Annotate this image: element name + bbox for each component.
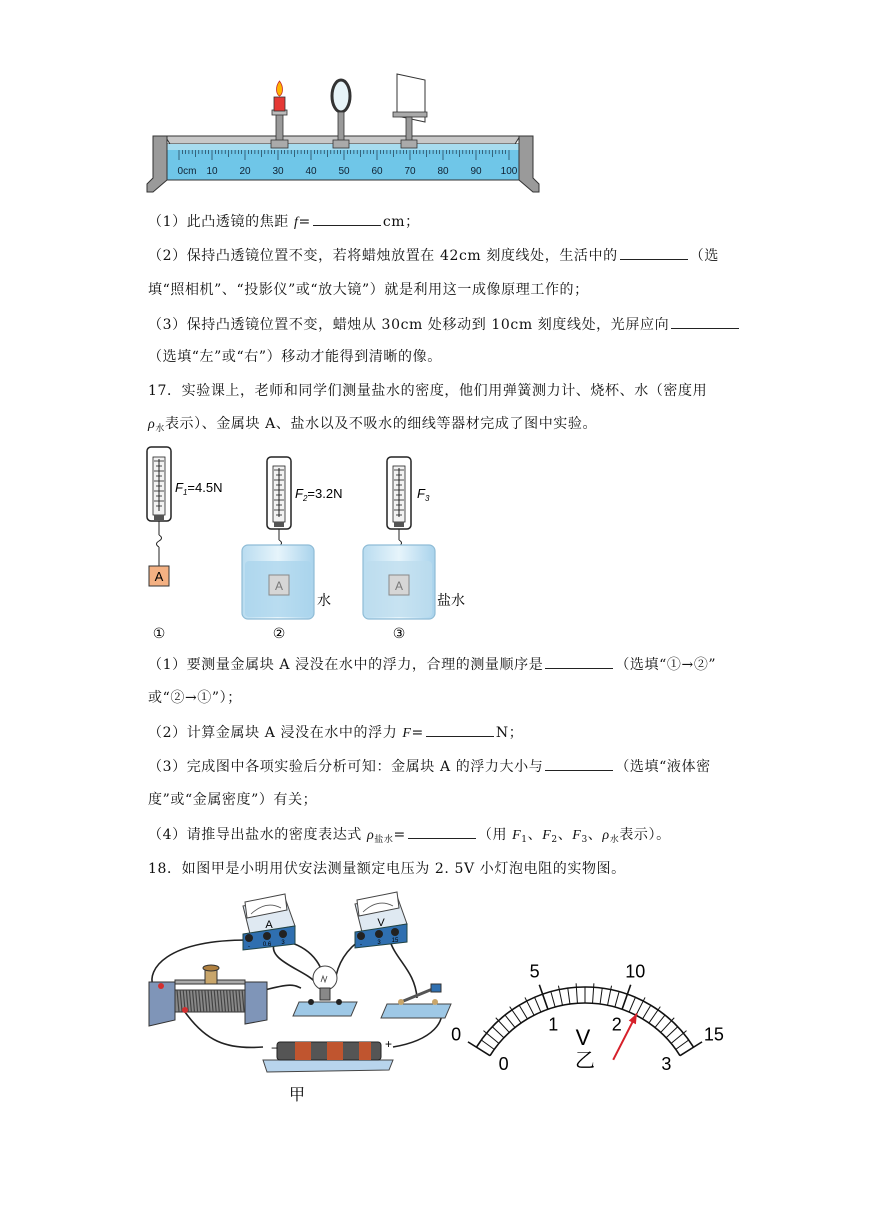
text: 表示）。	[619, 827, 671, 843]
figure-label-yi: 乙	[575, 1050, 595, 1072]
terminal-label: -	[360, 942, 362, 948]
f2-label: $F_2=3.2N$	[295, 486, 343, 503]
dial-tick	[661, 1018, 675, 1033]
dial-tick	[568, 988, 570, 1004]
bench-tick-label: 30	[272, 166, 284, 177]
text: 、	[557, 827, 573, 843]
text: cm；	[382, 214, 420, 230]
dial-inner-label: 0	[498, 1054, 509, 1075]
dial-tick	[510, 1007, 521, 1023]
bench-tick-label: 20	[239, 166, 251, 177]
subscript: 1	[521, 835, 528, 845]
dial-tick	[671, 1031, 686, 1044]
dial-tick	[535, 997, 541, 1012]
q16-part1	[148, 211, 420, 233]
dial-tick	[576, 983, 577, 1003]
text: （选填“①→②”	[615, 657, 717, 673]
block-label: A	[274, 579, 284, 593]
bench-tick-label: 80	[437, 166, 449, 177]
spring-scale-3	[363, 457, 435, 619]
bench-tick-label: 0cm	[177, 166, 197, 177]
rho-symbol: ρ	[366, 828, 375, 843]
dial-tick	[539, 985, 548, 1010]
q17-part3b: 度”或“金属密度”）有关；	[148, 792, 318, 808]
voltmeter-label: V	[377, 917, 385, 929]
ammeter-label: A	[265, 919, 273, 931]
dial-outer-label: 5	[529, 961, 540, 982]
q17-part3a	[148, 756, 711, 777]
dial-tick	[615, 992, 619, 1007]
q16-part3b: （选填“左”或“右”）移动才能得到清晰的像。	[148, 349, 442, 365]
dial-outer-label: 0	[451, 1024, 462, 1045]
var-F: F	[402, 726, 412, 741]
dial-tick	[666, 1027, 678, 1038]
dial-tick	[481, 1040, 494, 1049]
subscript: 水	[609, 835, 620, 845]
text: （3）保持凸透镜位置不变，蜡烛从 30cm 处移动到 10cm 刻度线处，光屏应向	[148, 317, 670, 333]
q17-stem-2	[148, 414, 597, 439]
text: 、	[527, 827, 543, 843]
block-label: A	[394, 579, 404, 593]
var-F: F	[512, 828, 522, 843]
text: （1）要测量金属块 A 浸没在水中的浮力，合理的测量顺序是	[148, 657, 544, 673]
dial-tick	[649, 1007, 660, 1023]
answer-blank-buoyancy[interactable]	[426, 722, 494, 737]
q17-part2	[148, 722, 523, 744]
dial-tick	[492, 1027, 504, 1038]
dial-tick	[676, 1040, 689, 1049]
rho-symbol: ρ	[602, 828, 610, 843]
text: N；	[495, 725, 524, 741]
answer-blank-device[interactable]	[620, 245, 688, 260]
dial-tick	[551, 992, 555, 1007]
q17-part4	[148, 824, 671, 850]
q16-part3a	[148, 314, 741, 335]
f1-label: $F_1=4.5N$	[175, 480, 223, 497]
dial-tick	[483, 1031, 498, 1044]
text: （4）请推导出盐水的密度表达式	[148, 827, 367, 843]
answer-blank-factor[interactable]	[545, 756, 613, 771]
figure-number-2: ②	[272, 625, 286, 641]
subscript: 盐水	[374, 835, 394, 845]
terminal-label: 15	[391, 938, 399, 944]
terminal-label: 3	[377, 940, 381, 946]
q17-part1b: 或“②→①”）；	[148, 690, 242, 706]
dial-tick	[622, 985, 631, 1010]
block-label: A	[154, 569, 164, 584]
dial-tick	[519, 1005, 527, 1019]
voltmeter-dial-figure-yi	[451, 925, 724, 1075]
subscript: 2	[551, 835, 558, 845]
bench-tick-label: 10	[206, 166, 218, 177]
var-f: f	[293, 215, 299, 230]
var-F: F	[572, 828, 582, 843]
figure-label-jia: 甲	[288, 1087, 306, 1104]
ammeter	[243, 894, 295, 950]
rheostat	[149, 965, 267, 1026]
answer-blank-direction[interactable]	[671, 314, 739, 329]
text: =	[393, 827, 406, 843]
dial-inner-label: 1	[548, 1014, 559, 1035]
dial-tick	[505, 1015, 515, 1027]
bench-tick-label: 50	[338, 166, 350, 177]
f3-label: $F_3$	[417, 486, 430, 503]
dial-inner-label: 3	[661, 1054, 672, 1075]
dial-tick	[629, 997, 635, 1012]
text: （2）保持凸透镜位置不变，若将蜡烛放置在 42cm 刻度线处，生活中的	[148, 248, 618, 264]
bench-tick-label: 70	[404, 166, 416, 177]
dial-outer-label: 15	[703, 1024, 724, 1045]
bench-tick-label: 60	[371, 166, 383, 177]
dial-outer-label: 10	[625, 961, 646, 982]
dial-tick	[496, 1018, 510, 1033]
figure-number-1: ①	[152, 625, 166, 641]
text: （2）计算金属块 A 浸没在水中的浮力	[148, 725, 403, 741]
voltmeter	[355, 892, 407, 948]
dial-tick	[655, 1015, 665, 1027]
pointer-head	[629, 1013, 637, 1024]
optical-bench-figure	[145, 72, 540, 197]
dial-tick	[600, 988, 602, 1004]
battery-box	[263, 1037, 393, 1072]
text: =	[411, 725, 424, 741]
water-label: 水	[317, 592, 331, 608]
text: （用	[477, 827, 513, 843]
terminal-label: 3	[281, 940, 285, 946]
brine-label: 盐水	[437, 592, 465, 608]
text: 、	[587, 827, 603, 843]
q18-stem: 18．如图甲是小明用伏安法测量额定电压为 2. 5V 小灯泡电阻的实物图。	[148, 861, 626, 877]
dial-unit: V	[575, 1025, 591, 1050]
bench-tick-label: 90	[470, 166, 482, 177]
bench-tick-label: 100	[500, 166, 518, 177]
dial-inner-label: 2	[611, 1014, 622, 1035]
subscript: 水	[155, 424, 165, 434]
terminal-label: -	[248, 944, 250, 950]
answer-blank-density-expression[interactable]	[408, 824, 476, 839]
text: （选填“液体密	[615, 759, 711, 775]
bench-tick-label: 40	[305, 166, 317, 177]
text: （选	[689, 248, 719, 264]
circuit-figure-jia	[145, 890, 457, 1108]
q16-part2a	[148, 245, 719, 266]
figure-number-3: ③	[392, 625, 406, 641]
q17-stem-1: 17．实验课上，老师和同学们测量盐水的密度，他们用弹簧测力计、烧杯、水（密度用	[148, 383, 708, 399]
var-F: F	[542, 828, 552, 843]
spring-scale-2	[242, 457, 314, 619]
dial-tick	[643, 1005, 651, 1019]
text: （1）此凸透镜的焦距	[148, 214, 294, 230]
answer-blank-order[interactable]	[545, 654, 613, 669]
text: =	[298, 214, 311, 230]
text: 表示）、金属块 A、盐水以及不吸水的细线等器材完成了图中实验。	[164, 416, 598, 432]
subscript: 3	[581, 835, 588, 845]
q16-part2b: 填“照相机”、“投影仪”或“放大镜”）就是利用这一成像原理工作的；	[148, 282, 589, 298]
answer-blank-focal-length[interactable]	[313, 211, 381, 226]
q17-part1a	[148, 654, 716, 675]
dial-tick	[593, 983, 594, 1003]
spring-scale-1	[147, 447, 171, 586]
battery-negative: −	[271, 1041, 279, 1055]
rho-symbol: ρ	[148, 417, 156, 432]
text: （3）完成图中各项实验后分析可知：金属块 A 的浮力大小与	[148, 759, 544, 775]
battery-positive: +	[385, 1037, 393, 1051]
terminal-label: 0.6	[262, 942, 272, 948]
spring-scale-figure	[145, 445, 475, 647]
